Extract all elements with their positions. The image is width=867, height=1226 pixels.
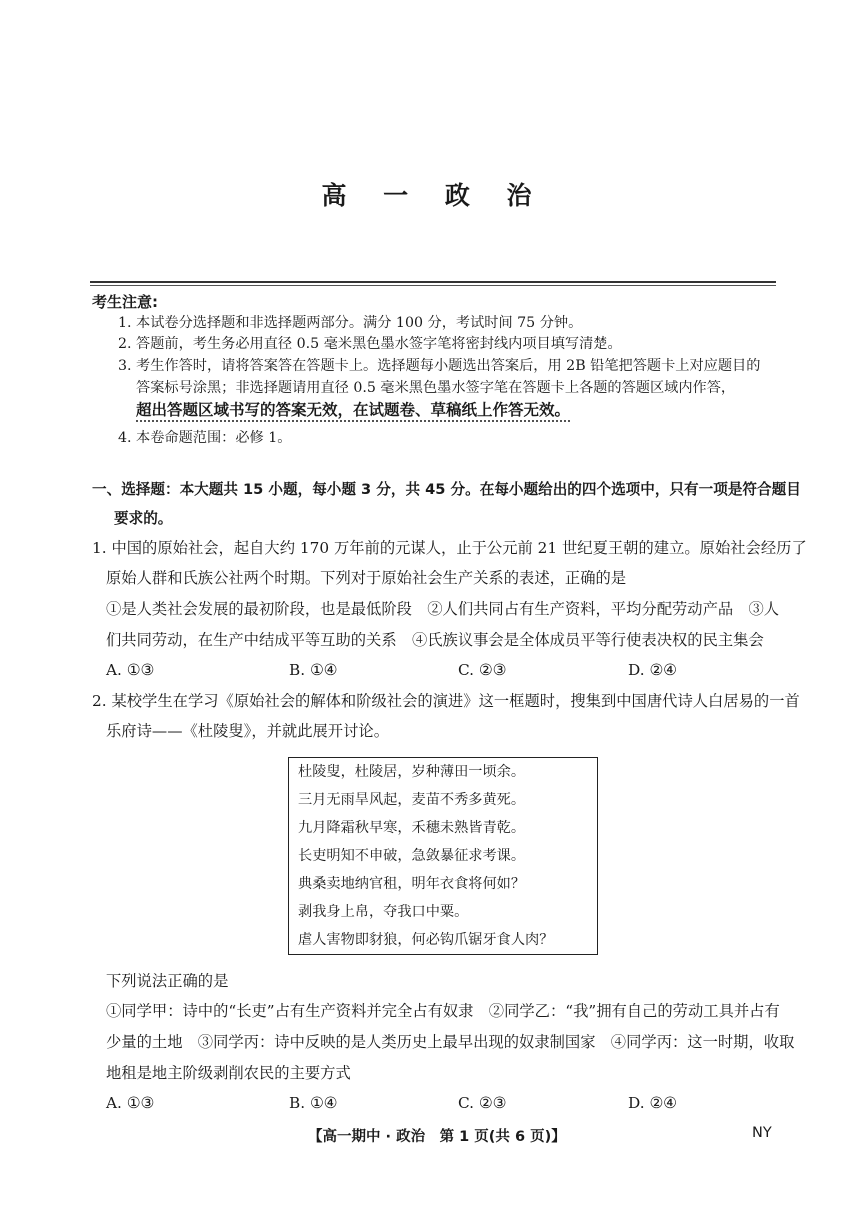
q2-stem-line-1: 2. 某校学生在学习《原始社会的解体和阶级社会的演进》这一框题时，搜集到中国唐代诗人白居易的一首 xyxy=(92,692,800,710)
notice-item-3-emphasis: 超出答题区域书写的答案无效，在试题卷、草稿纸上作答无效。 xyxy=(136,401,571,419)
q1-choices-line-2: 们共同劳动，在生产中结成平等互助的关系 ④氏族议事会是全体成员平等行使表决权的民主集会 xyxy=(106,631,764,649)
q1-option-d: D. ②④ xyxy=(628,661,677,679)
notice-item-3-line-1: 3. 考生作答时，请将答案答在答题卡上。选择题每小题选出答案后，用 2B 铅笔把答题卡上对应题目的 xyxy=(118,358,761,374)
section-heading: 一、选择题：本大题共 15 小题，每小题 3 分，共 45 分。在每小题给出的四个选项中，只有一项是符合题目 xyxy=(92,481,801,498)
q1-stem-line-2: 原始人群和氏族公社两个时期。下列对于原始社会生产关系的表述，正确的是 xyxy=(106,569,627,587)
poem-line-6: 剥我身上帛，夺我口中粟。 xyxy=(298,904,469,920)
notice-item-1: 1. 本试卷分选择题和非选择题两部分。满分 100 分，考试时间 75 分钟。 xyxy=(118,315,583,331)
q2-choices-line-3: 地租是地主阶级剥削农民的主要方式 xyxy=(106,1064,351,1082)
q1-option-a: A. ①③ xyxy=(106,661,155,679)
q2-question: 下列说法正确的是 xyxy=(106,972,229,990)
q2-choices-line-2: 少量的土地 ③同学丙：诗中反映的是人类历史上最早出现的奴隶制国家 ④同学丙：这一时期，收取 xyxy=(106,1033,795,1051)
notice-heading: 考生注意: xyxy=(92,293,158,311)
poem-line-4: 长吏明知不申破，急敛暴征求考课。 xyxy=(298,848,526,864)
q1-option-c: C. ②③ xyxy=(458,661,507,679)
notice-item-2: 2. 答题前，考生务必用直径 0.5 毫米黑色墨水签字笔将密封线内项目填写清楚。 xyxy=(118,336,622,352)
q1-stem-line-1: 1. 中国的原始社会，起自大约 170 万年前的元谋人，止于公元前 21 世纪夏王朝的建立。原始社会经历了 xyxy=(92,539,807,557)
section-heading-cont: 要求的。 xyxy=(114,510,173,527)
notice-item-4: 4. 本卷命题范围：必修 1。 xyxy=(118,430,292,446)
footer-code: NY xyxy=(752,1125,772,1141)
q2-option-c: C. ②③ xyxy=(458,1094,507,1112)
poem-line-2: 三月无雨旱风起，麦苗不秀多黄死。 xyxy=(298,792,526,808)
q2-option-a: A. ①③ xyxy=(106,1094,155,1112)
q1-option-b: B. ①④ xyxy=(289,661,338,679)
page-footer: 【高一期中 · 政治 第 1 页(共 6 页)】 xyxy=(308,1129,566,1145)
q2-option-b: B. ①④ xyxy=(289,1094,338,1112)
q2-choices-line-1: ①同学甲：诗中的“长吏”占有生产资料并完全占有奴隶 ②同学乙：“我”拥有自己的劳动工具并占有 xyxy=(106,1002,780,1020)
poem-line-1: 杜陵叟，杜陵居，岁种薄田一顷余。 xyxy=(298,764,526,780)
page-title: 高 一 政 治 xyxy=(321,181,546,210)
q2-option-d: D. ②④ xyxy=(628,1094,677,1112)
header-rule-thin xyxy=(90,285,776,286)
poem-line-5: 典桑卖地纳官租，明年衣食将何如？ xyxy=(298,876,526,892)
q1-choices-line-1: ①是人类社会发展的最初阶段，也是最低阶段 ②人们共同占有生产资料，平均分配劳动产品 ③人 xyxy=(106,600,780,618)
header-rule xyxy=(90,281,776,283)
poem-line-3: 九月降霜秋早寒，禾穗未熟皆青乾。 xyxy=(298,820,526,836)
q2-stem-line-2: 乐府诗——《杜陵叟》，并就此展开讨论。 xyxy=(106,722,389,740)
poem-line-7: 虐人害物即豺狼，何必钩爪锯牙食人肉？ xyxy=(298,932,554,948)
notice-item-3-line-2: 答案标号涂黑；非选择题请用直径 0.5 毫米黑色墨水签字笔在答题卡上各题的答题区域内作答， xyxy=(136,380,736,396)
